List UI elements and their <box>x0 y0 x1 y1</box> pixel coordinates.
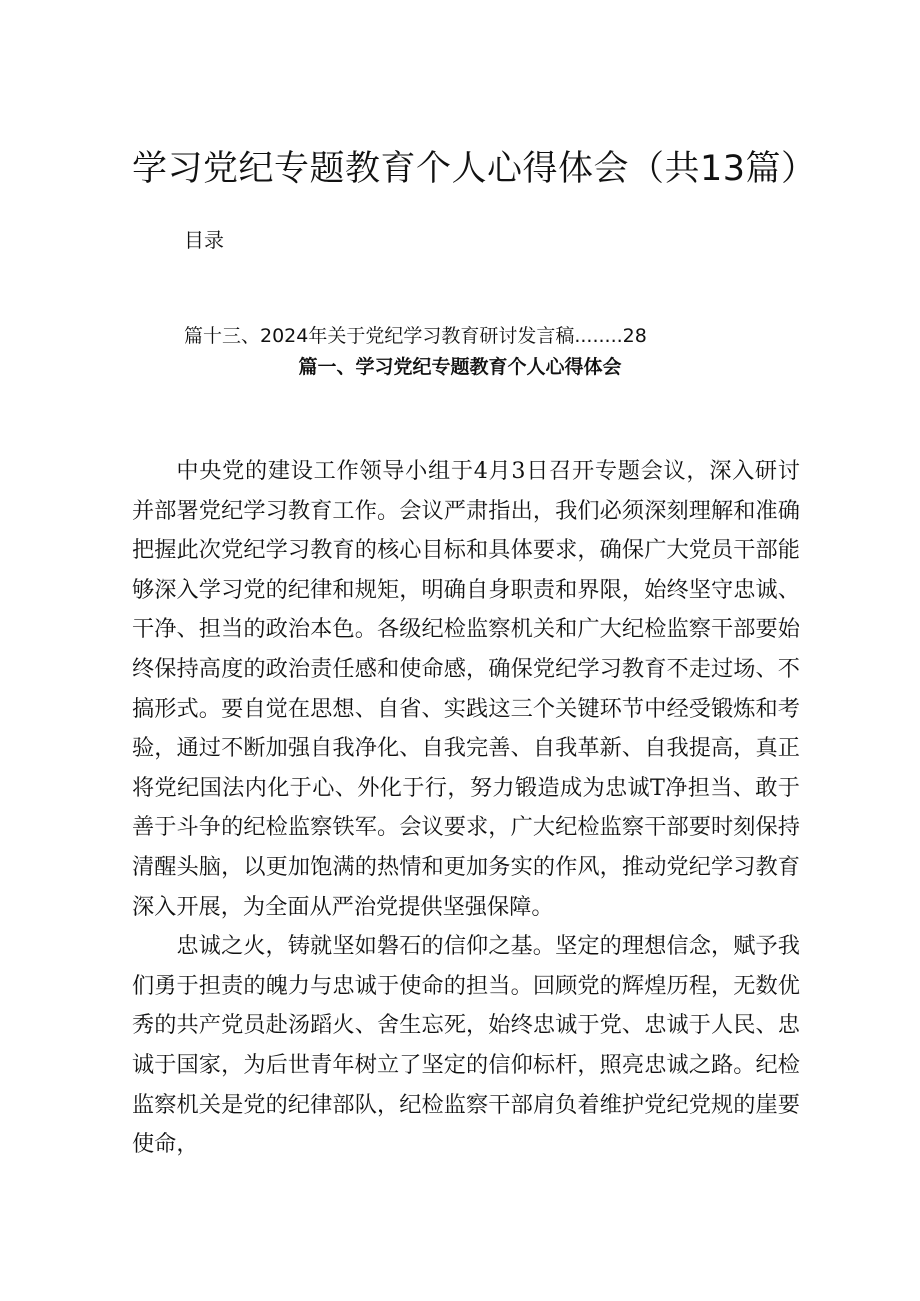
body-paragraph: 忠诚之火，铸就坚如磐石的信仰之基。坚定的理想信念，赋予我们勇于担责的魄力与忠诚于使命的担当。回顾党的辉煌历程，无数优秀的共产党员赴汤蹈火、舍生忘死，始终忠诚于党、忠诚于人民、忠诚于国家，为后世青年树立了坚定的信仰标杆，照亮忠诚之路。纪检监察机关是党的纪律部队，纪检监察干部肩负着维护党纪党规的崖要使命， <box>132 933 800 1158</box>
toc-heading: 目录 <box>184 228 224 252</box>
document-title: 学习党纪专题教育个人心得体会（共13篇） <box>132 149 817 189</box>
section-title: 篇一、学习党纪专题教育个人心得体会 <box>298 356 622 378</box>
toc-entry: 篇十三、2024年关于党纪学习教育研讨发言稿........28 <box>184 325 647 347</box>
document-body <box>132 452 800 1165</box>
body-paragraph: 中央党的建设工作领导小组于4月3日召开专题会议，深入研讨并部署党纪学习教育工作。会议严肃指出，我们必须深刻理解和准确把握此次党纪学习教育的核心目标和具体要求，确保广大党员干部能够深入学习党的纪律和规矩，明确自身职责和界限，始终坚守忠诚、干净、担当的政治本色。各级纪检监察机关和广大纪检监察干部要始终保持高度的政治责任感和使命感，确保党纪学习教育不走过场、不搞形式。要自觉在思想、自省、实践这三个关键环节中经受锻炼和考验，通过不断加强自我净化、自我完善、自我革新、自我提高，真正将党纪国法内化于心、外化于行，努力锻造成为忠诚T净担当、敢于善于斗争的纪检监察铁军。会议要求，广大纪检监察干部要时刻保持清醒头脑，以更加饱满的热情和更加务实的作风，推动党纪学习教育深入开展，为全面从严治党提供坚强保障。 <box>132 458 800 920</box>
